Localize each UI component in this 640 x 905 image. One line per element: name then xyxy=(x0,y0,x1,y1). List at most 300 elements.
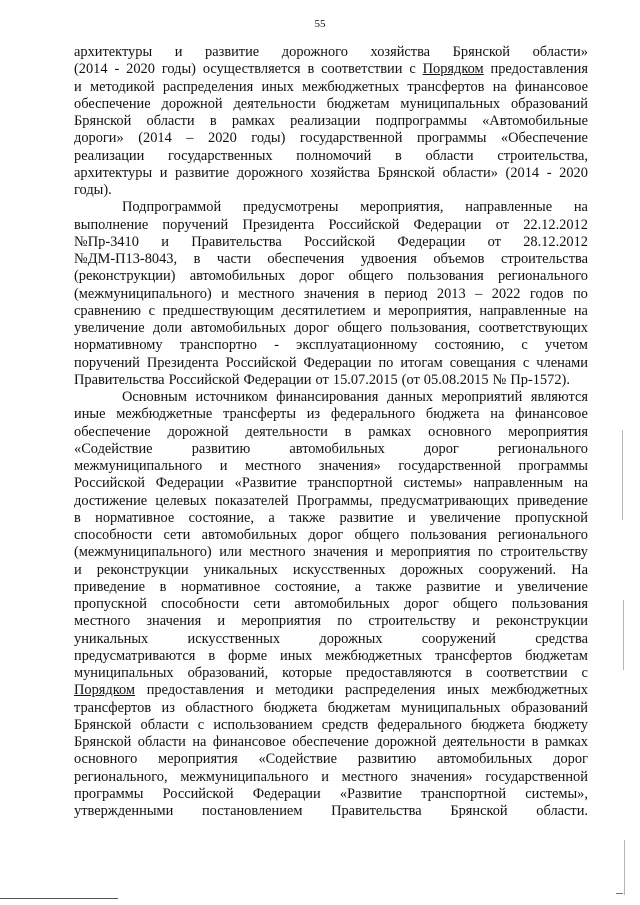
text-line xyxy=(74,751,588,768)
word: (2014 xyxy=(505,164,540,181)
word: Федерации xyxy=(397,233,466,250)
word: и xyxy=(219,458,228,474)
word: (2014 xyxy=(138,130,172,147)
word: способности xyxy=(74,527,153,543)
word: бюджета xyxy=(471,716,525,733)
word: федерального xyxy=(377,716,462,733)
word: муниципальных xyxy=(400,95,501,112)
word: строительства, xyxy=(497,147,588,164)
word: и xyxy=(159,164,168,181)
word: Брянской xyxy=(74,716,132,733)
word: на xyxy=(573,475,588,492)
word: от xyxy=(315,371,329,388)
word: иных xyxy=(261,78,294,95)
word: методики xyxy=(275,682,334,699)
page-bottom-rule xyxy=(0,898,118,899)
word: сравнению xyxy=(74,302,142,319)
text-line xyxy=(74,234,588,251)
word: № xyxy=(492,371,507,388)
text-line xyxy=(74,717,588,734)
word: (от xyxy=(401,371,420,388)
word: бюджета xyxy=(263,699,318,716)
word: финансовое xyxy=(515,78,588,95)
word: и xyxy=(161,233,169,250)
word: и xyxy=(74,78,82,95)
word: развитию xyxy=(357,751,417,768)
word: развитие xyxy=(426,578,481,595)
text-line xyxy=(74,303,588,320)
word: в xyxy=(193,251,201,267)
word: автомобильных xyxy=(289,440,385,457)
word: межбюджетных xyxy=(491,682,588,699)
text-line xyxy=(74,96,588,113)
word: основного xyxy=(74,751,138,768)
word: направленным xyxy=(473,475,564,492)
word: по xyxy=(337,613,353,630)
word: Российской xyxy=(162,785,234,802)
word: автомобильных xyxy=(436,751,533,768)
word: учетом xyxy=(544,337,588,354)
word: иные xyxy=(74,406,106,423)
word: в xyxy=(531,734,539,750)
word: строительству xyxy=(500,544,588,561)
word: местного xyxy=(249,544,306,561)
word: сооружений xyxy=(421,630,496,647)
word: системы» xyxy=(403,475,463,492)
word: также xyxy=(375,578,412,595)
word: местного xyxy=(341,768,398,785)
word: трансфертов xyxy=(74,699,152,716)
word: муниципальных xyxy=(400,699,501,716)
word: соответствующих xyxy=(478,320,588,336)
word: Брянской xyxy=(74,734,132,750)
word: «Обеспечение xyxy=(500,130,588,147)
word: обеспечение xyxy=(292,734,369,750)
word: и xyxy=(373,302,381,319)
word: транспортно xyxy=(179,337,258,354)
text-line xyxy=(74,182,588,199)
word: деятельности xyxy=(245,423,328,440)
word: рамках xyxy=(231,113,275,129)
word: значения» xyxy=(318,458,381,474)
word: (межмуниципального) xyxy=(74,544,212,561)
word: регионального, xyxy=(74,768,168,785)
word: показателей xyxy=(214,492,289,509)
text-line xyxy=(74,113,588,130)
word: 2022 xyxy=(491,285,521,302)
word: дорог xyxy=(294,320,330,336)
text-line xyxy=(74,682,588,699)
word: Федерации xyxy=(252,785,321,802)
word: Программы, xyxy=(296,492,373,509)
word: 15.07.2015 xyxy=(332,371,398,388)
word: областного xyxy=(185,699,254,716)
word: утвержденными xyxy=(74,803,174,819)
word: 2020 xyxy=(126,61,155,78)
word: в xyxy=(209,113,217,129)
word: соответствии xyxy=(486,665,568,681)
word: местного xyxy=(238,285,295,302)
word: Правительства xyxy=(331,803,422,819)
word: обеспечение xyxy=(74,95,151,112)
word: области xyxy=(146,113,195,129)
word: направленные xyxy=(479,302,567,319)
text-line xyxy=(74,648,588,665)
word: дорожного xyxy=(236,164,303,181)
text-line xyxy=(74,734,588,751)
word: Федерации xyxy=(303,354,372,371)
word: 2020 xyxy=(208,130,237,147)
word: муниципальных xyxy=(74,665,174,681)
word: предусмотрены xyxy=(242,199,339,216)
word: поручений xyxy=(74,354,140,371)
word: государственных xyxy=(168,147,273,164)
word: на xyxy=(573,199,588,216)
word: иных xyxy=(447,682,480,699)
word: области» xyxy=(442,164,498,181)
word: развитию xyxy=(191,440,251,457)
word: Брянской xyxy=(74,113,132,129)
scan-edge-mark xyxy=(624,840,625,895)
word: Федерации xyxy=(243,371,312,388)
word: значения xyxy=(146,613,202,630)
word: «Содействие xyxy=(74,440,153,457)
word: в xyxy=(465,665,473,681)
word: 2013 xyxy=(436,285,466,302)
text-line xyxy=(74,286,588,303)
word: архитектуры xyxy=(74,44,153,60)
word: области. xyxy=(536,803,588,819)
word: дорог xyxy=(424,440,459,457)
word: пропускной xyxy=(74,596,147,612)
word: а xyxy=(268,509,275,526)
word: предоставляются xyxy=(345,665,452,681)
word: транспортной xyxy=(307,475,393,492)
word: пользования xyxy=(407,268,484,285)
word: (реконструкции) xyxy=(74,268,176,285)
word: по xyxy=(477,544,493,561)
word: Пр-1572). xyxy=(510,371,570,388)
word: финансовое xyxy=(515,406,588,423)
word: Российской xyxy=(74,475,145,492)
word: в xyxy=(208,647,216,664)
word: Брянской xyxy=(377,164,435,181)
word: а xyxy=(354,578,362,595)
word: общего xyxy=(452,596,498,612)
word: государственной xyxy=(299,130,403,147)
word: строительства xyxy=(500,251,588,267)
word: также xyxy=(289,509,326,526)
word: состояние, xyxy=(274,578,341,595)
word: транспортной xyxy=(421,785,507,802)
word: регионального xyxy=(497,268,588,285)
word: хозяйства xyxy=(370,44,431,60)
word: «Развитие xyxy=(234,475,297,492)
word: по xyxy=(572,285,588,302)
text-line xyxy=(74,786,588,803)
word: и xyxy=(472,613,480,630)
word: состояние, xyxy=(188,509,255,526)
word: пользования xyxy=(410,527,487,543)
word: федерального xyxy=(330,406,416,423)
word: местного xyxy=(74,613,131,630)
word: достижение xyxy=(74,492,148,509)
text-line xyxy=(74,61,588,78)
word: образований xyxy=(510,95,588,112)
word: в xyxy=(307,61,315,78)
word: «Содействие xyxy=(258,751,337,768)
text-line xyxy=(74,406,588,423)
word: Российской xyxy=(225,354,297,371)
word: регионального xyxy=(497,440,588,457)
word: межбюджетных xyxy=(302,78,400,95)
word: методикой xyxy=(90,78,155,95)
text-line xyxy=(74,424,588,441)
word: способности xyxy=(161,596,240,612)
word: развитие xyxy=(175,164,230,181)
word: членами xyxy=(536,354,588,371)
word: и xyxy=(217,613,226,630)
word: мероприятий xyxy=(441,389,523,405)
word: источником xyxy=(195,389,268,405)
text-line xyxy=(74,613,588,630)
text-line xyxy=(74,165,588,182)
word: полномочий xyxy=(296,147,372,164)
word: объемов xyxy=(433,251,485,267)
word: поручений xyxy=(162,216,229,233)
word: в xyxy=(159,578,167,595)
text-line xyxy=(74,562,588,579)
word: межбюджетные xyxy=(116,406,213,423)
text-line xyxy=(74,665,588,682)
word: части xyxy=(216,251,251,267)
word: нормативное xyxy=(181,578,261,595)
word: пользования, xyxy=(390,320,471,336)
word: мероприятия, xyxy=(360,199,444,216)
word: реализации xyxy=(290,113,361,129)
word: значения xyxy=(303,285,359,302)
text-line xyxy=(74,148,588,165)
word: Президента xyxy=(242,216,315,233)
word: с xyxy=(409,61,416,78)
word: на xyxy=(492,78,507,95)
word: итогам xyxy=(400,354,443,371)
text-line xyxy=(74,389,588,406)
word: архитектуры xyxy=(74,164,153,181)
word: удвоения xyxy=(360,251,417,267)
word: государственной xyxy=(485,768,588,785)
word: автомобильных xyxy=(201,527,298,543)
word: которые xyxy=(282,665,332,681)
word: в xyxy=(74,509,81,526)
word: 28.12.2012 xyxy=(523,233,588,250)
word: постановлением xyxy=(201,803,303,819)
word: мероприятия xyxy=(508,423,588,440)
word: хозяйства xyxy=(310,164,371,181)
word: Российской xyxy=(168,371,240,388)
word: дорог xyxy=(403,596,439,612)
word: период xyxy=(384,285,428,302)
word: и xyxy=(255,682,264,699)
text-line xyxy=(74,441,588,458)
word: 05.08.2015 xyxy=(423,371,489,388)
text-line xyxy=(74,544,588,561)
word: с xyxy=(148,302,156,319)
word: соответствии xyxy=(321,61,403,78)
word: финансовое xyxy=(212,734,286,750)
word: от xyxy=(487,233,501,250)
word: на xyxy=(490,406,505,423)
word: межмуниципального xyxy=(180,768,309,785)
word: строительству xyxy=(368,613,456,630)
word: и xyxy=(407,509,416,526)
word: сети xyxy=(163,527,191,543)
word: в xyxy=(368,285,375,302)
scan-edge-mark xyxy=(623,600,624,670)
word: совещания xyxy=(449,354,516,371)
word: - xyxy=(274,337,279,354)
page-number: 55 xyxy=(314,18,326,30)
word: приведение xyxy=(516,492,588,509)
word: и xyxy=(221,285,229,302)
word: нормативное xyxy=(95,509,175,526)
word: системы», xyxy=(525,785,588,802)
word: области» xyxy=(532,44,588,60)
text-line xyxy=(74,199,588,216)
word: (межмуниципального) xyxy=(74,285,212,302)
word: и xyxy=(74,561,82,578)
text-line xyxy=(74,631,588,648)
word: дороги» xyxy=(74,130,124,147)
word: реконструкции xyxy=(496,613,588,630)
word: трансферты xyxy=(223,406,297,423)
word: - xyxy=(114,61,120,78)
text-line xyxy=(74,337,588,354)
text-line xyxy=(74,44,588,61)
document-body xyxy=(74,44,588,820)
word: распределения xyxy=(162,78,254,95)
word: от xyxy=(495,216,509,233)
word: или xyxy=(219,544,242,561)
text-line xyxy=(74,475,588,492)
text-line xyxy=(74,596,588,613)
word: деятельности xyxy=(442,734,526,750)
text-line xyxy=(74,769,588,786)
word: Правительства xyxy=(74,371,165,388)
word: из xyxy=(306,406,321,423)
text-line xyxy=(74,372,588,389)
word: сети xyxy=(253,596,281,612)
word: и xyxy=(375,544,384,561)
word: пропускной xyxy=(515,509,588,526)
word: дорожной xyxy=(167,423,229,440)
word: с xyxy=(521,337,528,354)
word: области xyxy=(137,734,186,750)
word: трансфертов xyxy=(407,78,485,95)
text-line xyxy=(74,217,588,234)
word: Президента xyxy=(146,354,219,371)
scan-corner-mark xyxy=(616,893,623,894)
word: автомобильных xyxy=(189,268,286,285)
word: из xyxy=(161,699,175,716)
word: предшествующим xyxy=(162,302,274,319)
word: являются xyxy=(530,389,588,405)
word: мероприятия xyxy=(158,751,238,768)
word: области xyxy=(425,147,474,164)
word: местного xyxy=(245,458,302,474)
word: обеспечение xyxy=(74,423,151,440)
word: сооружений. xyxy=(478,561,557,578)
word: межмуниципального xyxy=(74,458,203,474)
word: области xyxy=(140,716,189,733)
word: использованием xyxy=(213,716,313,733)
word: – xyxy=(475,285,483,302)
word: №ДМ-П13-8043, xyxy=(74,251,178,267)
word: нормативному xyxy=(74,337,163,354)
word: Российской xyxy=(328,216,400,233)
word: на xyxy=(573,302,588,319)
text-line xyxy=(74,79,588,96)
text-line xyxy=(74,320,588,337)
word: «Развитие xyxy=(339,785,402,802)
text-line xyxy=(74,458,588,475)
word: мероприятия xyxy=(241,613,322,630)
word: мероприятия xyxy=(390,544,471,561)
word: и xyxy=(321,768,329,785)
word: в xyxy=(395,147,402,164)
text-line xyxy=(74,130,588,147)
text-line xyxy=(74,268,588,285)
word: пользования xyxy=(511,596,588,612)
word: финансирования xyxy=(276,389,379,405)
text-line xyxy=(74,700,588,717)
word: развитие xyxy=(205,44,260,60)
word: увеличение xyxy=(74,320,145,336)
word: образований, xyxy=(187,665,269,681)
word: межбюджетных xyxy=(325,647,423,664)
word: предусматривающих xyxy=(380,492,509,509)
word: государственной xyxy=(398,458,501,474)
word: годы). xyxy=(74,182,112,198)
word: доли xyxy=(152,320,183,336)
word: программы xyxy=(74,785,144,802)
word: общего xyxy=(337,320,383,336)
word: средств xyxy=(321,716,369,733)
word: годы) xyxy=(251,130,286,147)
word: развитие xyxy=(339,509,394,526)
word: (2014 xyxy=(74,61,108,78)
word: – xyxy=(186,130,194,147)
word: дорог xyxy=(299,268,335,285)
word: основного xyxy=(428,423,492,440)
text-line xyxy=(74,493,588,510)
word: годы) xyxy=(161,61,196,78)
word: целевых xyxy=(155,492,207,509)
word: бюджетам xyxy=(327,699,391,716)
text-line xyxy=(74,803,588,820)
word: форме xyxy=(228,647,268,664)
word: и xyxy=(495,578,503,595)
word: образований xyxy=(510,699,588,716)
word: общего xyxy=(348,268,394,285)
word: 22.12.2012 xyxy=(523,216,588,233)
word: увеличение xyxy=(517,578,588,595)
word: Основным xyxy=(122,389,187,405)
underlined-word: Порядком xyxy=(422,61,484,78)
text-line xyxy=(74,251,588,268)
word: автомобильных xyxy=(294,596,390,612)
word: Федерации xyxy=(155,475,224,492)
